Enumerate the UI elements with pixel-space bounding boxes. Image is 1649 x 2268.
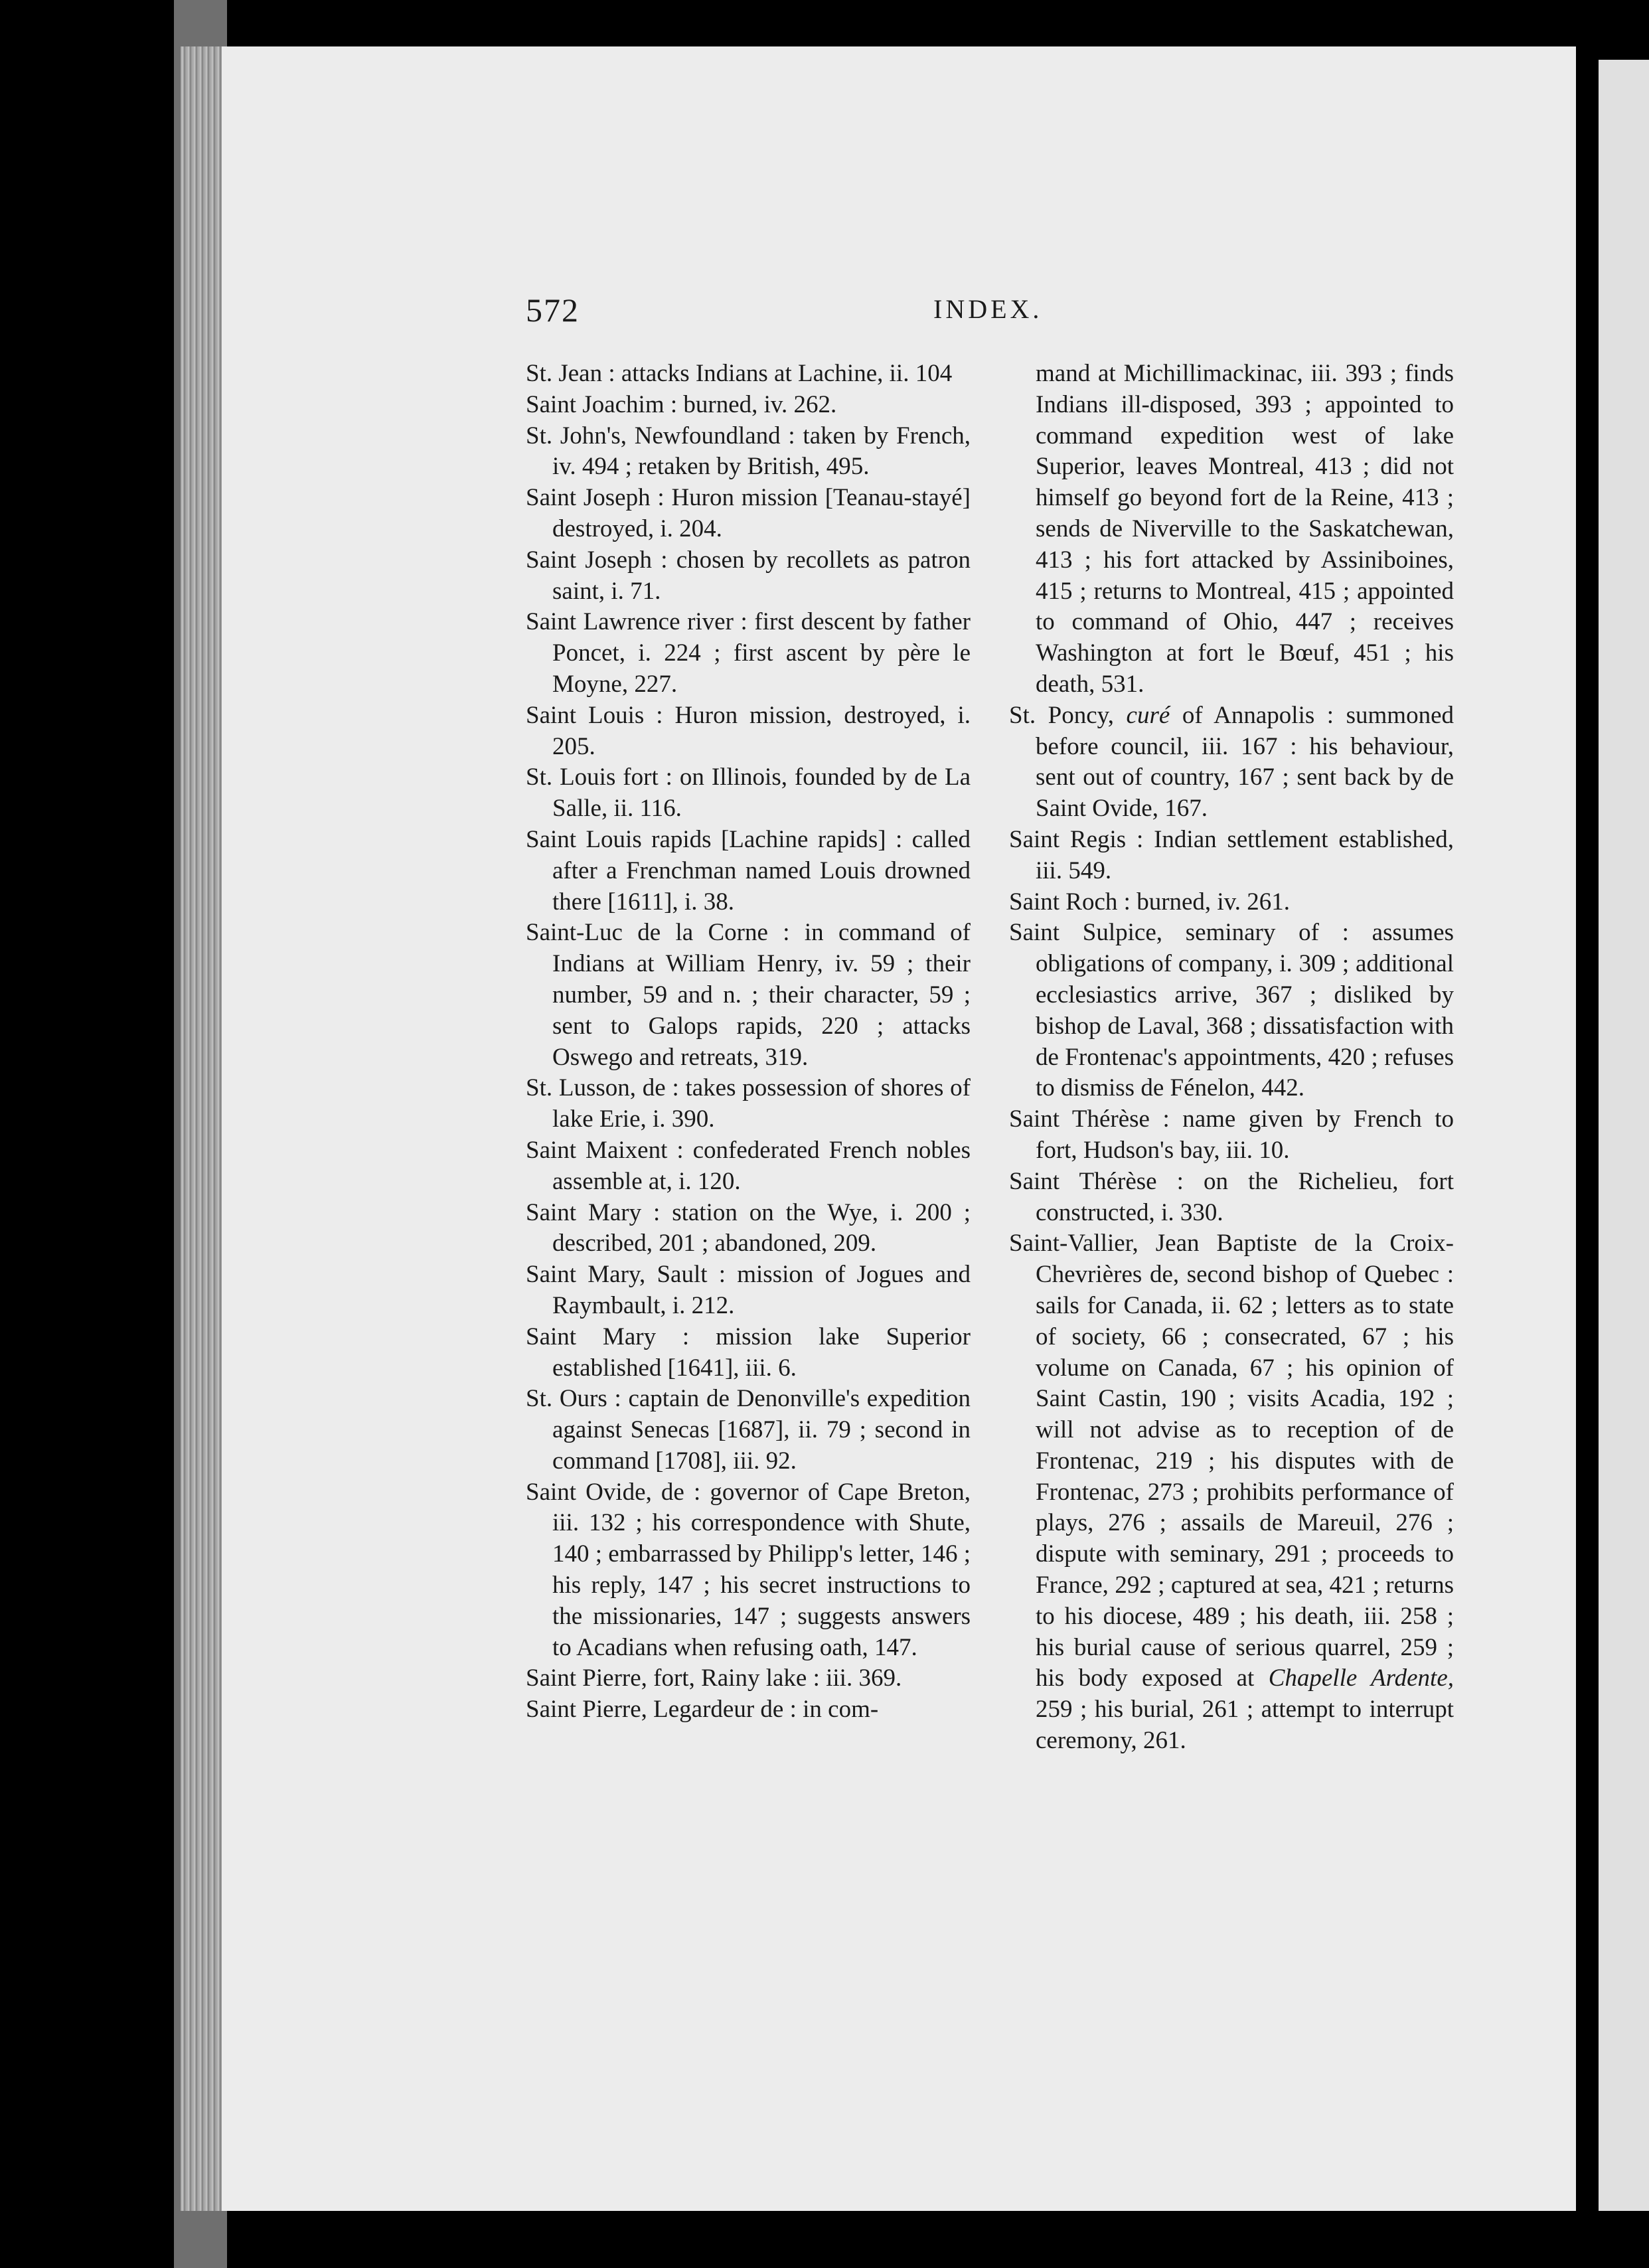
index-entry: Saint-Luc de la Corne : in command of Indians at William Henry, iv. 59 ; their number, 59 and n. ; their character, 59 ; sent to Galops rapids, 220 ; attacks Oswego and retreats, 319. (526, 919, 971, 1071)
index-entry: Saint Sulpice, seminary of : assumes obligations of company, i. 309 ; additional ecclesiastics arrive, 367 ; disliked by bishop de Laval, 368 ; dissatisfaction with de Frontenac's appointments, 420 ; refuses to dismiss de Fénelon, 442. (1009, 919, 1454, 1102)
facing-page-edge (1599, 60, 1649, 2211)
page-title: INDEX. (933, 294, 1043, 324)
page-edges (181, 46, 222, 2211)
index-entry: Saint Thérèse : on the Richelieu, fort constructed, i. 330. (1009, 1167, 1454, 1226)
index-entry: Saint Joseph : chosen by recollets as patron saint, i. 71. (526, 546, 971, 605)
index-column-left (526, 359, 971, 1726)
entry-italic-text: Chapelle Ardente, (1268, 1664, 1454, 1692)
index-entry: Saint Mary : mission lake Superior established [1641], iii. 6. (526, 1323, 971, 1382)
index-entry-continuation: mand at Michillimackinac, iii. 393 ; finds Indians ill-disposed, 393 ; appointed to command expedition west of lake Superior, leaves Montreal, 413 ; did not himself go beyond fort de la Reine, 413 ; sends de Niverville to the Saskatchewan, 413 ; his fort attacked by Assiniboines, 415 ; returns to Montreal, 415 ; appointed to command of Ohio, 447 ; receives Washington at fort le Bœuf, 451 ; his death, 531. (1036, 360, 1454, 698)
index-column-right (1009, 359, 1454, 1757)
index-entry: Saint Pierre, fort, Rainy lake : iii. 369. (526, 1664, 902, 1692)
index-entry (1009, 1228, 1454, 1757)
page-header (526, 291, 1044, 337)
index-entry: Saint Mary, Sault : mission of Jogues and Raymbault, i. 212. (526, 1261, 971, 1319)
index-entry: Saint Regis : Indian settlement established, iii. 549. (1009, 825, 1454, 884)
page-number: 572 (526, 291, 580, 329)
index-entry: Saint Thérèse : name given by French to fort, Hudson's bay, iii. 10. (1009, 1105, 1454, 1164)
index-entry: St. Lusson, de : takes possession of shores of lake Erie, i. 390. (526, 1074, 971, 1133)
index-entry: St. Jean : attacks Indians at Lachine, ii. 104 (526, 360, 953, 387)
index-entry: Saint Lawrence river : first descent by father Poncet, i. 224 ; first ascent by père le Moyne, 227. (526, 608, 971, 698)
index-entry: Saint Joachim : burned, iv. 262. (526, 390, 837, 418)
index-entry: St. John's, Newfoundland : taken by French, iv. 494 ; retaken by British, 495. (526, 422, 971, 481)
index-entry: Saint Louis : Huron mission, destroyed, i. 205. (526, 701, 971, 760)
index-entry: Saint Joseph : Huron mission [Teanau-stayé] destroyed, i. 204. (526, 484, 971, 542)
index-entry: Saint Maixent : confederated French nobles assemble at, i. 120. (526, 1136, 971, 1195)
index-entry: St. Ours : captain de Denonville's expedition against Senecas [1687], ii. 79 ; second in command [1708], iii. 92. (526, 1385, 971, 1475)
entry-italic-text: curé (1126, 701, 1170, 729)
entry-text: Saint-Vallier, Jean Baptiste de la Croix-Chevrières de, second bishop of Quebec : sails for Canada, ii. 62 ; letters as to state of society, 66 ; consecrated, 67 ; his volume on Canada, 67 ; his opinion of Saint Castin, 190 ; visits Acadia, 192 ; will not advise as to reception of de Frontenac, 219 ; his disputes with de Frontenac, 273 ; prohibits performance of plays, 276 ; assails de Mareuil, 276 ; dispute with seminary, 291 ; proceeds to France, 292 ; captured at sea, 421 ; returns to his diocese, 489 ; his death, iii. 258 ; his burial cause of serious quarrel, 259 ; his body exposed at (1009, 1230, 1454, 1692)
index-entry: Saint Mary : station on the Wye, i. 200 ; described, 201 ; abandoned, 209. (526, 1198, 971, 1257)
index-entry: Saint Ovide, de : governor of Cape Breton, iii. 132 ; his correspondence with Shute, 140 ; embarrassed by Philipp's letter, 146 ; his reply, 147 ; his secret instructions to the missionaries, 147 ; suggests answers to Acadians when refusing oath, 147. (526, 1478, 971, 1661)
index-entry: Saint Pierre, Legardeur de : in com- (526, 1696, 879, 1724)
index-entry: Saint Louis rapids [Lachine rapids] : called after a Frenchman named Louis drowned there [1611], i. 38. (526, 825, 971, 916)
entry-text: St. Poncy, (1009, 701, 1127, 729)
index-entry (1009, 700, 1454, 825)
index-entry: St. Louis fort : on Illinois, founded by de La Salle, ii. 116. (526, 764, 971, 823)
index-entry: Saint Roch : burned, iv. 261. (1009, 888, 1291, 916)
entry-text: of Annapolis : summoned before council, iii. 167 : his behaviour, sent out of country, 167 ; sent back by de Saint Ovide, 167. (1036, 701, 1454, 823)
entry-text: 259 ; his burial, 261 ; attempt to interrupt ceremony, 261. (1036, 1696, 1454, 1755)
